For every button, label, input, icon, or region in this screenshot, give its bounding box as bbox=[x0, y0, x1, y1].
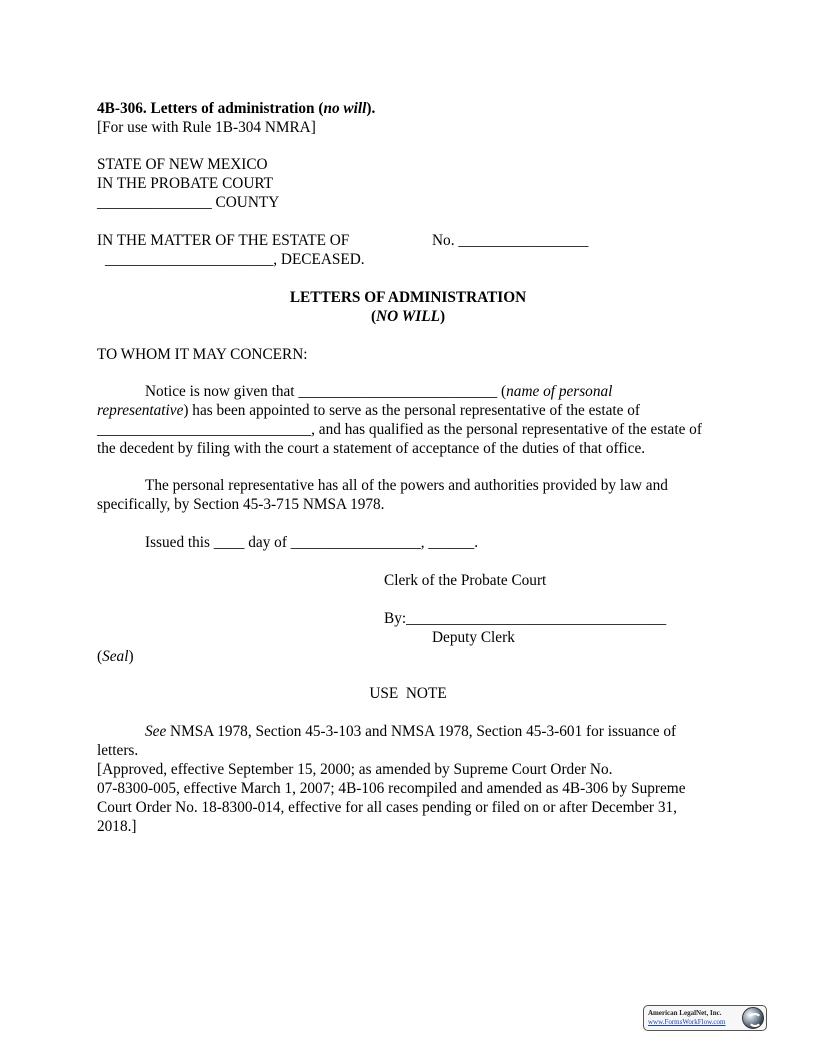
issued-date-line: Issued this ____ day of _________________, ______. bbox=[145, 534, 479, 551]
form-heading bbox=[97, 99, 375, 118]
history-line-1: [Approved, effective September 15, 2000; as amended by Supreme Court Order No. bbox=[97, 761, 613, 778]
subtitle-open: ( bbox=[370, 308, 377, 325]
rule-reference: [For use with Rule 1B-304 NMRA] bbox=[97, 119, 316, 136]
use-note-text-1: NMSA 1978, Section 45-3-103 and NMSA 1978, Section 45-3-601 for issuance of bbox=[166, 723, 677, 740]
salutation: TO WHOM IT MAY CONCERN: bbox=[97, 346, 308, 363]
case-number-field[interactable]: No. _________________ bbox=[432, 232, 589, 249]
history-line-2: 07-8300-005, effective March 1, 2007; 4B-106 recompiled and amended as 4B-306 by Supreme bbox=[97, 780, 686, 797]
powers-line-1: The personal representative has all of the powers and authorities provided by law and bbox=[145, 477, 668, 494]
document-title: LETTERS OF ADMINISTRATION bbox=[289, 289, 527, 306]
logo-company-name: American LegalNet, Inc. bbox=[648, 1009, 722, 1017]
subtitle-close: ) bbox=[439, 308, 446, 325]
use-note-line-1 bbox=[145, 722, 676, 741]
notice-line-3: ____________________________, and has qualified as the personal representative of the estate of bbox=[97, 421, 702, 438]
form-heading-end: ). bbox=[366, 100, 376, 117]
american-legalnet-logo[interactable] bbox=[643, 1005, 767, 1031]
seal-italic: Seal bbox=[102, 648, 129, 665]
estate-matter-line: IN THE MATTER OF THE ESTATE OF bbox=[97, 232, 350, 249]
logo-website-link[interactable]: www.FormsWorkFlow.com bbox=[648, 1018, 726, 1026]
document-subtitle bbox=[0, 307, 816, 326]
use-note-line-2: letters. bbox=[97, 742, 139, 759]
seal-open: ( bbox=[97, 648, 103, 665]
county-field[interactable]: _______________ COUNTY bbox=[97, 194, 280, 211]
form-heading-italic: no will bbox=[323, 100, 367, 117]
notice-italic-2: representative bbox=[97, 402, 184, 419]
decedent-name-field[interactable]: ______________________, DECEASED. bbox=[105, 251, 365, 268]
notice-text-2: ) has been appointed to serve as the personal representative of the estate of bbox=[183, 402, 640, 419]
seal-label bbox=[97, 647, 134, 666]
powers-line-2: specifically, by Section 45-3-715 NMSA 1978. bbox=[97, 496, 385, 513]
court-line: IN THE PROBATE COURT bbox=[97, 175, 273, 192]
history-line-3: Court Order No. 18-8300-014, effective for all cases pending or filed on or after December 31, bbox=[97, 799, 677, 816]
notice-line-1 bbox=[145, 382, 612, 401]
state-line: STATE OF NEW MEXICO bbox=[97, 156, 268, 173]
history-line-4: 2018.] bbox=[97, 818, 137, 835]
notice-line-2 bbox=[97, 401, 640, 420]
subtitle-italic: NO WILL bbox=[376, 308, 440, 325]
seal-close: ) bbox=[128, 648, 134, 665]
notice-text-1: Notice is now given that __________________________ ( bbox=[145, 383, 507, 400]
clerk-title: Clerk of the Probate Court bbox=[384, 572, 547, 589]
use-note-heading: USE NOTE bbox=[369, 685, 447, 702]
signature-by-line[interactable]: By:__________________________________ bbox=[384, 610, 667, 627]
use-note-see: See bbox=[145, 723, 167, 740]
notice-italic-1: name of personal bbox=[506, 383, 613, 400]
form-heading-number: 4B-306. Letters of administration ( bbox=[97, 100, 324, 117]
notice-line-4: the decedent by filing with the court a statement of acceptance of the duties of that office. bbox=[97, 440, 646, 457]
deputy-clerk-label: Deputy Clerk bbox=[432, 629, 515, 646]
globe-icon bbox=[742, 1007, 764, 1029]
